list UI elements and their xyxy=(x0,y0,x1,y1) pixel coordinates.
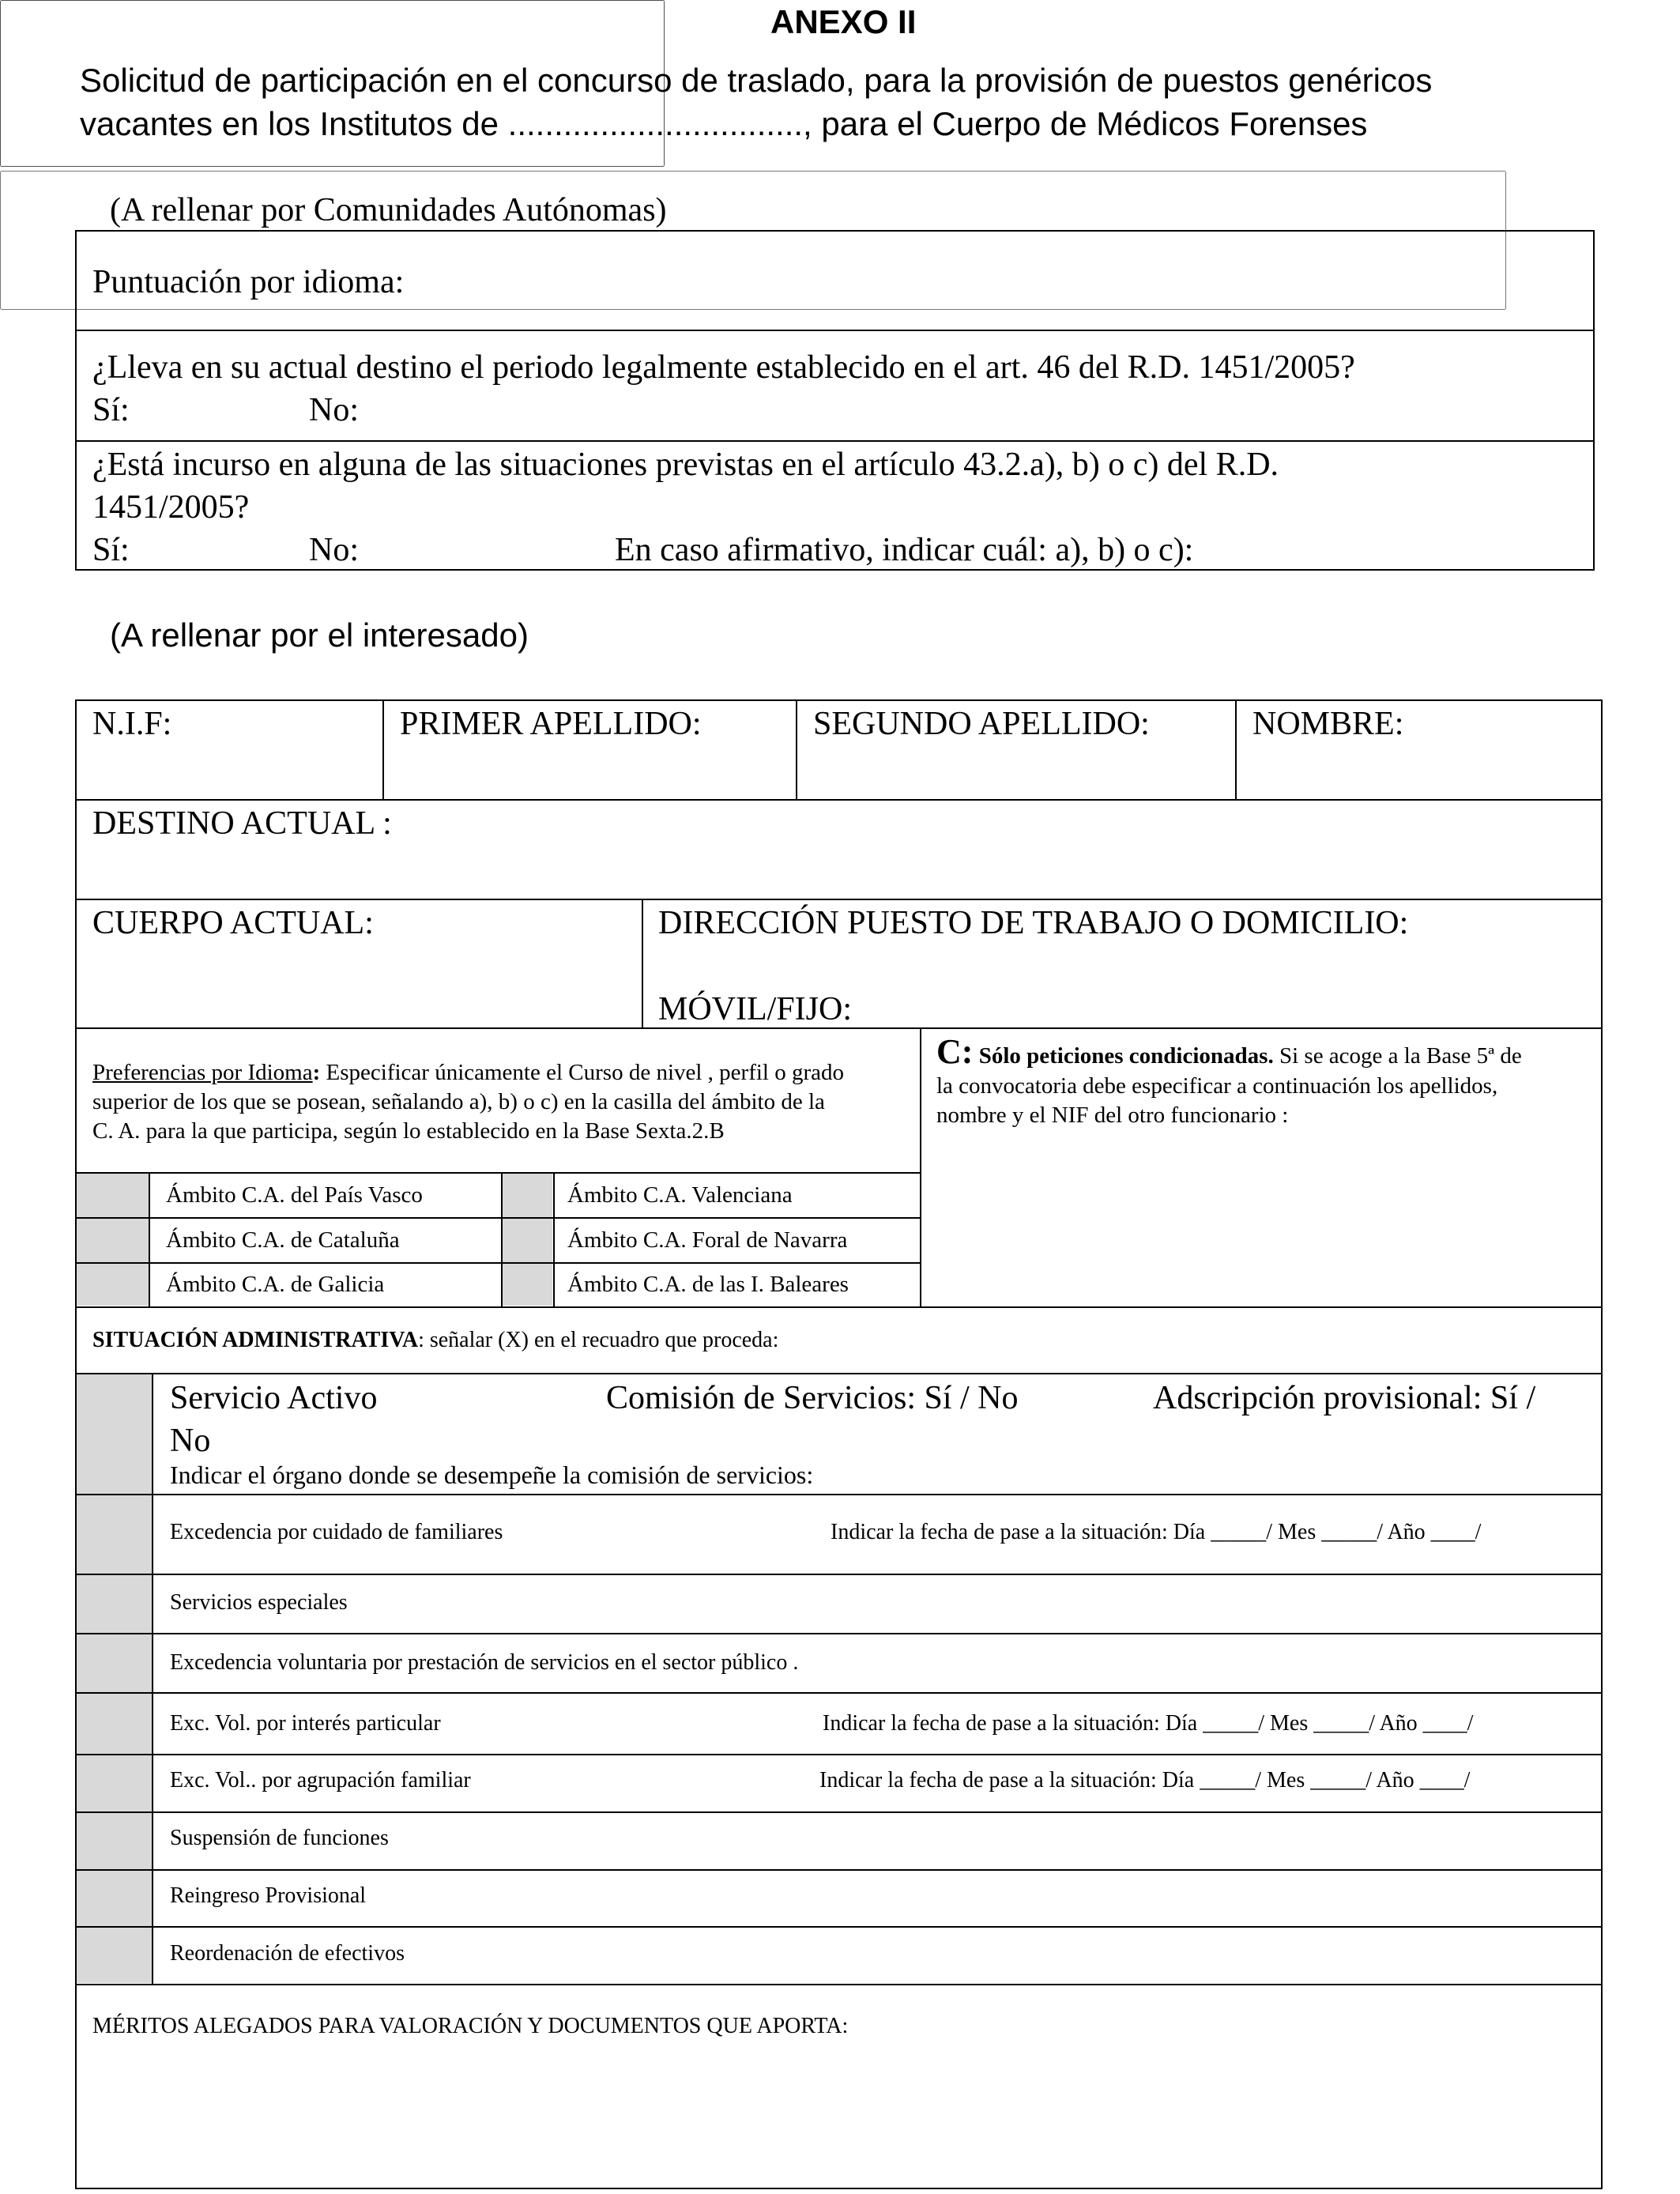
ambito-label-navarra: Ámbito C.A. Foral de Navarra xyxy=(567,1227,848,1253)
language-preferences-label: Preferencias por Idioma xyxy=(92,1060,313,1085)
language-preferences-text-line-3: C. A. para la que participa, según lo establecido en la Base Sexta.2.B xyxy=(92,1118,725,1144)
status-row-date-instruction: Indicar la fecha de pase a la situación: Día _____/ Mes _____/ Año ____/ xyxy=(823,1711,1474,1736)
language-preferences-text-line-2: superior de los que se posean, señalando a), b) o c) en la casilla del ámbito de la xyxy=(92,1089,825,1114)
annex-title: ANEXO II xyxy=(770,3,917,40)
admin-status-label: SITUACIÓN ADMINISTRATIVA xyxy=(92,1328,419,1352)
document-title-line-1: Solicitud de participación en el concurso de traslado, para la provisión de puestos genéricos xyxy=(80,62,1433,99)
conditional-text-line-2: la convocatoria debe especificar a continuación los apellidos, xyxy=(936,1073,1498,1099)
active-service-label: Servicio Activo xyxy=(170,1380,378,1416)
first-surname-label: PRIMER APELLIDO: xyxy=(400,706,702,742)
address-field[interactable] xyxy=(653,945,1596,988)
q1-question: ¿Lleva en su actual destino el periodo legalmente establecido en el art. 46 del R.D. 1451/2005? xyxy=(92,349,1355,386)
status-row-label: Reingreso Provisional xyxy=(170,1883,367,1908)
commission-label: Comisión de Servicios: Sí / No xyxy=(606,1380,1019,1416)
current-body-label: CUERPO ACTUAL: xyxy=(92,905,374,941)
provisional-assignment-no: No xyxy=(170,1423,211,1459)
q2-yes-label: Sí: xyxy=(92,532,130,568)
name-field[interactable] xyxy=(1247,747,1594,793)
conditional-letter: C: xyxy=(936,1032,974,1071)
status-row-date-instruction: Indicar la fecha de pase a la situación: Día _____/ Mes _____/ Año ____/ xyxy=(819,1768,1471,1793)
status-row-label: Excedencia voluntaria por prestación de servicios en el sector público . xyxy=(170,1650,799,1675)
q2-question-line-1: ¿Está incurso en alguna de las situaciones previstas en el artículo 43.2.a), b) o c) del R.D. xyxy=(92,447,1279,483)
current-body-field[interactable] xyxy=(87,947,635,1021)
applicant-section-heading: (A rellenar por el interesado) xyxy=(110,616,529,654)
admin-status-instruction: SITUACIÓN ADMINISTRATIVA: señalar (X) en el recuadro que proceda: xyxy=(92,1328,779,1352)
ambito-label-galicia: Ámbito C.A. de Galicia xyxy=(166,1272,385,1297)
q2-which-label: En caso afirmativo, indicar cuál: a), b) o c): xyxy=(615,532,1194,568)
status-row-label: Suspensión de funciones xyxy=(170,1826,389,1850)
q1-no-label: No: xyxy=(309,392,359,428)
ca-divider xyxy=(75,440,1595,442)
document-title-line-2: vacantes en los Institutos de ................................, para el Cuerpo de Médicos Forenses xyxy=(80,105,1368,142)
name-label: NOMBRE: xyxy=(1252,706,1404,742)
ca-section-heading: (A rellenar por Comunidades Autónomas) xyxy=(110,192,667,228)
q2-question-line-2: 1451/2005? xyxy=(92,489,250,526)
phone-label: MÓVIL/FIJO: xyxy=(658,991,853,1027)
language-preferences-text-line-1: Preferencias por Idioma: Especificar únicamente el Curso de nivel , perfil o grado xyxy=(92,1060,845,1085)
status-row-date-instruction: Indicar la fecha de pase a la situación: Día _____/ Mes _____/ Año ____/ xyxy=(831,1520,1482,1544)
nif-field[interactable] xyxy=(87,747,379,793)
provisional-assignment-label: Adscripción provisional: Sí / xyxy=(1153,1380,1536,1416)
status-row-label: Reordenación de efectivos xyxy=(170,1941,405,1966)
q2-no-label: No: xyxy=(309,532,359,568)
status-row-label: Exc. Vol. por interés particular xyxy=(170,1711,441,1736)
first-surname-field[interactable] xyxy=(395,747,789,793)
language-score-field[interactable] xyxy=(466,265,1576,303)
merits-label: MÉRITOS ALEGADOS PARA VALORACIÓN Y DOCUMENTOS QUE APORTA: xyxy=(92,2014,849,2038)
ambito-label-pais-vasco: Ámbito C.A. del País Vasco xyxy=(166,1182,423,1208)
q1-yes-label: Sí: xyxy=(92,392,130,428)
phone-field[interactable] xyxy=(885,990,1591,1027)
address-label: DIRECCIÓN PUESTO DE TRABAJO O DOMICILIO: xyxy=(658,905,1409,941)
ambito-label-cataluna: Ámbito C.A. de Cataluña xyxy=(166,1227,400,1253)
second-surname-field[interactable] xyxy=(808,747,1230,793)
status-row-label: Exc. Vol.. por agrupación familiar xyxy=(170,1768,471,1793)
conditional-text-line-1: C: Sólo peticiones condicionadas. Si se acoge a la Base 5ª de xyxy=(936,1032,1522,1071)
ambito-label-baleares: Ámbito C.A. de las I. Baleares xyxy=(567,1272,849,1297)
ambito-label-valenciana: Ámbito C.A. Valenciana xyxy=(567,1182,793,1208)
ca-divider xyxy=(75,330,1595,331)
commission-note: Indicar el órgano donde se desempeñe la comisión de servicios: xyxy=(170,1461,814,1489)
current-destination-label: DESTINO ACTUAL : xyxy=(92,805,392,842)
current-destination-field[interactable] xyxy=(435,806,1591,895)
status-row-label: Servicios especiales xyxy=(170,1590,348,1615)
status-row-label: Excedencia por cuidado de familiares xyxy=(170,1520,503,1544)
nif-label: N.I.F: xyxy=(92,706,172,742)
language-score-label: Puntuación por idioma: xyxy=(92,264,405,300)
second-surname-label: SEGUNDO APELLIDO: xyxy=(813,706,1150,742)
conditional-text-line-3: nombre y el NIF del otro funcionario : xyxy=(936,1103,1289,1128)
